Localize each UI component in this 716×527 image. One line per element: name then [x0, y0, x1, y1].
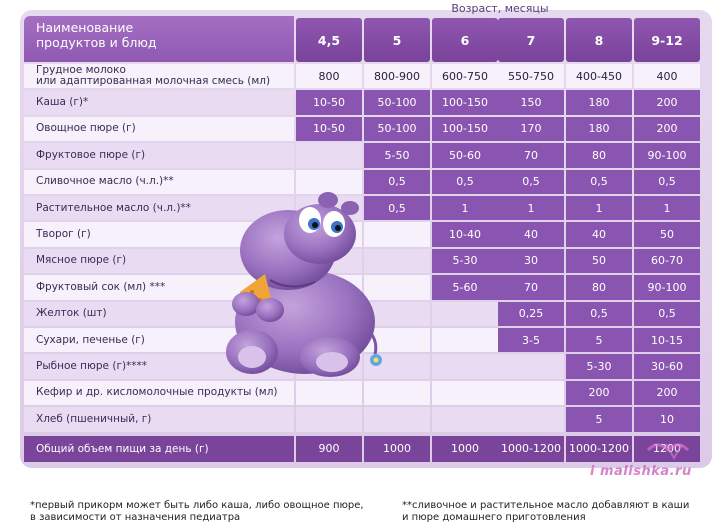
table-cell: 5-60: [432, 275, 498, 299]
row-label: Фруктовое пюре (г): [24, 143, 294, 167]
row-label: Каша (г)*: [24, 90, 294, 114]
table-cell: 80: [566, 275, 632, 299]
table-cell: [364, 407, 430, 431]
table-cell: 80: [566, 143, 632, 167]
table-cell: 90-100: [634, 275, 700, 299]
table-cell: 50-100: [364, 117, 430, 141]
table-cell: 800: [296, 64, 362, 88]
table-cell: 600-750: [432, 64, 498, 88]
row-label: Сухари, печенье (г): [24, 328, 294, 352]
table-cell: 0,5: [498, 170, 564, 194]
row-label: Растительное масло (ч.л.)**: [24, 196, 294, 220]
table-cell: [498, 407, 564, 431]
table-cell: 400-450: [566, 64, 632, 88]
table-cell: 180: [566, 117, 632, 141]
row-label: Сливочное масло (ч.л.)**: [24, 170, 294, 194]
table-cell: 70: [498, 275, 564, 299]
table-cell: [498, 354, 564, 378]
products-column-header: Наименование продуктов и блюд: [36, 20, 157, 50]
age-header-cell: 5: [364, 18, 430, 62]
age-header-cell: 9-12: [634, 18, 700, 62]
table-cell: 50-60: [432, 143, 498, 167]
table-cell: 50-100: [364, 90, 430, 114]
table-cell: 100-150: [432, 90, 498, 114]
row-label: Мясное пюре (г): [24, 249, 294, 273]
table-cell: 0,5: [364, 196, 430, 220]
table-cell: 180: [566, 90, 632, 114]
age-header-cell: 8: [566, 18, 632, 62]
footnote-right: **сливочное и растительное масло добавляют в каши и пюре домашнего приготовления: [402, 500, 690, 523]
table-cell: 70: [498, 143, 564, 167]
total-cell: 1000: [364, 436, 430, 462]
row-label: Кефир и др. кисломолочные продукты (мл): [24, 381, 294, 405]
total-cell: 1000: [432, 436, 498, 462]
table-cell: 10: [634, 407, 700, 431]
table-cell: 10-15: [634, 328, 700, 352]
table-cell: 0,5: [432, 170, 498, 194]
table-cell: 550-750: [498, 64, 564, 88]
table-cell: 200: [634, 381, 700, 405]
table-cell: 0,5: [634, 302, 700, 326]
table-cell: [364, 381, 430, 405]
table-cell: 40: [498, 222, 564, 246]
table-cell: [432, 407, 498, 431]
table-cell: [296, 381, 362, 405]
table-cell: [296, 143, 362, 167]
table-cell: 1: [432, 196, 498, 220]
row-label: Хлеб (пшеничный, г): [24, 407, 294, 431]
table-cell: 10-40: [432, 222, 498, 246]
table-cell: 5: [566, 328, 632, 352]
table-cell: 400: [634, 64, 700, 88]
table-cell: 5-30: [432, 249, 498, 273]
table-cell: 50: [634, 222, 700, 246]
table-cell: 0,5: [364, 170, 430, 194]
table-cell: [498, 381, 564, 405]
row-label: Рыбное пюре (г)****: [24, 354, 294, 378]
age-header-cell: 4,5: [296, 18, 362, 62]
total-cell: 1000-1200: [498, 436, 564, 462]
table-cell: 800-900: [364, 64, 430, 88]
table-cell: 30-60: [634, 354, 700, 378]
age-caption: Возраст, месяцы: [451, 2, 549, 15]
table-cell: 5-30: [566, 354, 632, 378]
table-cell: [432, 328, 498, 352]
table-cell: 3-5: [498, 328, 564, 352]
row-label: Желток (шт): [24, 302, 294, 326]
table-cell: [432, 381, 498, 405]
table-cell: 150: [498, 90, 564, 114]
row-label: Грудное молоко или адаптированная молочная смесь (мл): [24, 64, 294, 88]
table-cell: 200: [566, 381, 632, 405]
table-cell: [432, 354, 498, 378]
total-row-label: Общий объем пищи за день (г): [24, 436, 294, 462]
row-label: Овощное пюре (г): [24, 117, 294, 141]
row-label: Творог (г): [24, 222, 294, 246]
table-cell: [296, 407, 362, 431]
table-cell: 200: [634, 117, 700, 141]
table-cell: 0,5: [566, 170, 632, 194]
table-cell: 100-150: [432, 117, 498, 141]
table-cell: 0,25: [498, 302, 564, 326]
table-cell: 10-50: [296, 90, 362, 114]
table-cell: 40: [566, 222, 632, 246]
table-cell: 0,5: [634, 170, 700, 194]
table-cell: 60-70: [634, 249, 700, 273]
total-cell: 1200: [634, 436, 700, 462]
age-header-cell: 7: [498, 18, 564, 62]
table-cell: 1: [498, 196, 564, 220]
table-cell: [296, 170, 362, 194]
table-cell: 90-100: [634, 143, 700, 167]
age-header-cell: 6: [432, 18, 498, 62]
table-cell: 50: [566, 249, 632, 273]
table-cell: 30: [498, 249, 564, 273]
hippo-illustration: [210, 192, 400, 382]
table-cell: 5-50: [364, 143, 430, 167]
table-cell: 10-50: [296, 117, 362, 141]
table-cell: 1: [566, 196, 632, 220]
table-cell: [432, 302, 498, 326]
footnote-left: *первый прикорм может быть либо каша, либо овощное пюре, в зависимости от назначения педиатра: [30, 500, 364, 523]
table-cell: 0,5: [566, 302, 632, 326]
watermark-text: i malishka.ru: [590, 464, 692, 479]
table-cell: 5: [566, 407, 632, 431]
total-cell: 1000-1200: [566, 436, 632, 462]
table-cell: 1: [634, 196, 700, 220]
table-cell: 170: [498, 117, 564, 141]
row-label: Фруктовый сок (мл) ***: [24, 275, 294, 299]
table-cell: 200: [634, 90, 700, 114]
total-cell: 900: [296, 436, 362, 462]
